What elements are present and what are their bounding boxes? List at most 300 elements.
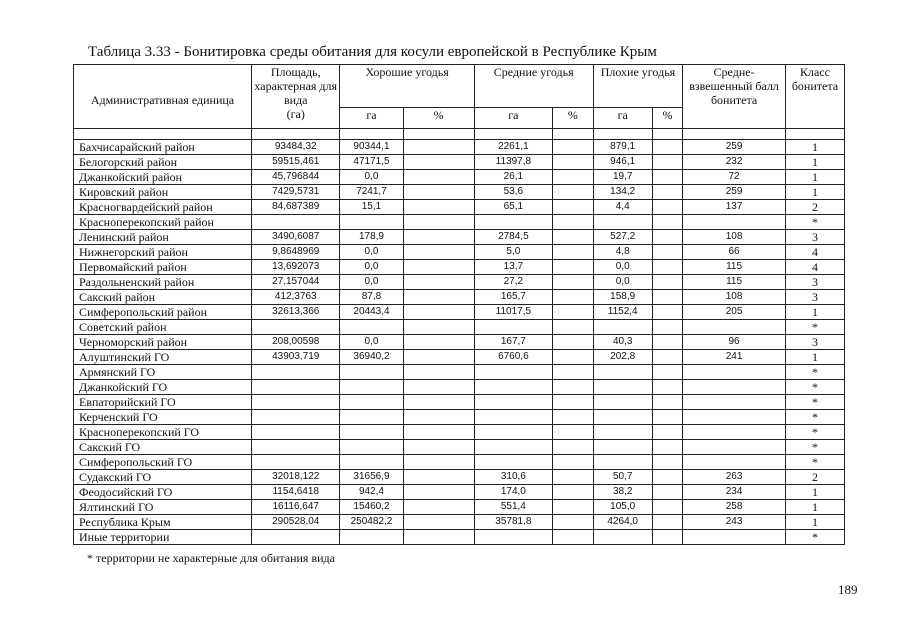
cell-good-ha: 36940,2 — [340, 350, 403, 365]
cell-medium-ha: 35781,8 — [474, 515, 552, 530]
cell-poor-pct — [652, 515, 683, 530]
cell-name: Первомайский район — [74, 260, 252, 275]
cell-good-ha — [340, 440, 403, 455]
cell-name: Сакский ГО — [74, 440, 252, 455]
cell-good-ha: 250482,2 — [340, 515, 403, 530]
cell-area: 45,796844 — [251, 170, 339, 185]
table-row — [74, 530, 845, 545]
cell-poor-pct — [652, 215, 683, 230]
cell-medium-pct — [553, 365, 594, 380]
cell-score: 259 — [683, 140, 786, 155]
cell-score — [683, 425, 786, 440]
cell-poor-pct — [652, 320, 683, 335]
cell-class: * — [785, 215, 844, 230]
cell-area: 1154,6418 — [251, 485, 339, 500]
header-area — [251, 65, 339, 129]
cell-name: Евпаторийский ГО — [74, 395, 252, 410]
cell-score — [683, 440, 786, 455]
cell-area — [251, 320, 339, 335]
table-row — [74, 305, 845, 320]
cell-medium-ha: 2261,1 — [474, 140, 552, 155]
header-weighted: Средне-взвешенный балл бонитета — [683, 65, 786, 129]
cell-medium-ha: 11397,8 — [474, 155, 552, 170]
cell-medium-ha: 165,7 — [474, 290, 552, 305]
cell-medium-pct — [553, 350, 594, 365]
cell-good-pct — [403, 275, 474, 290]
cell-area: 27,157044 — [251, 275, 339, 290]
cell-medium-ha — [474, 530, 552, 545]
cell-poor-ha: 50,7 — [593, 470, 652, 485]
cell-good-ha — [340, 395, 403, 410]
cell-class: * — [785, 410, 844, 425]
cell-area — [251, 530, 339, 545]
cell-good-ha — [340, 410, 403, 425]
cell-poor-pct — [652, 290, 683, 305]
cell-class: * — [785, 395, 844, 410]
cell-class: 1 — [785, 155, 844, 170]
cell-medium-pct — [553, 455, 594, 470]
cell-score — [683, 320, 786, 335]
cell-name: Бахчисарайский район — [74, 140, 252, 155]
cell-good-pct — [403, 500, 474, 515]
cell-area: 43903,719 — [251, 350, 339, 365]
cell-good-ha: 47171,5 — [340, 155, 403, 170]
cell-medium-pct — [553, 485, 594, 500]
cell-good-ha: 31656,9 — [340, 470, 403, 485]
cell-score: 263 — [683, 470, 786, 485]
cell-score: 234 — [683, 485, 786, 500]
cell-area — [251, 455, 339, 470]
cell-medium-pct — [553, 275, 594, 290]
cell-name: Советский район — [74, 320, 252, 335]
cell-medium-ha: 2784,5 — [474, 230, 552, 245]
cell-class: 2 — [785, 200, 844, 215]
cell-name: Керченский ГО — [74, 410, 252, 425]
cell-medium-ha — [474, 425, 552, 440]
cell-name: Армянский ГО — [74, 365, 252, 380]
cell-medium-ha: 6760,6 — [474, 350, 552, 365]
cell-medium-ha — [474, 365, 552, 380]
cell-good-pct — [403, 515, 474, 530]
cell-poor-ha: 202,8 — [593, 350, 652, 365]
table-row — [74, 320, 845, 335]
cell-medium-pct — [553, 530, 594, 545]
table-row — [74, 170, 845, 185]
cell-area — [251, 440, 339, 455]
cell-poor-ha — [593, 395, 652, 410]
cell-score: 96 — [683, 335, 786, 350]
cell-poor-pct — [652, 275, 683, 290]
cell-poor-pct — [652, 185, 683, 200]
cell-good-pct — [403, 245, 474, 260]
cell-poor-pct — [652, 470, 683, 485]
cell-score: 66 — [683, 245, 786, 260]
cell-medium-pct — [553, 200, 594, 215]
cell-poor-pct — [652, 245, 683, 260]
cell-medium-ha: 5,0 — [474, 245, 552, 260]
cell-medium-pct — [553, 395, 594, 410]
cell-poor-pct — [652, 140, 683, 155]
table-row — [74, 455, 845, 470]
cell-good-pct — [403, 530, 474, 545]
cell-good-pct — [403, 335, 474, 350]
cell-medium-ha — [474, 410, 552, 425]
cell-medium-ha — [474, 455, 552, 470]
cell-poor-ha: 4264,0 — [593, 515, 652, 530]
cell-poor-pct — [652, 440, 683, 455]
cell-medium-pct — [553, 470, 594, 485]
cell-good-pct — [403, 320, 474, 335]
header-poor-ha: га — [593, 108, 652, 129]
cell-good-pct — [403, 185, 474, 200]
cell-score — [683, 530, 786, 545]
cell-medium-ha: 174,0 — [474, 485, 552, 500]
cell-poor-pct — [652, 425, 683, 440]
table-row — [74, 470, 845, 485]
cell-poor-pct — [652, 200, 683, 215]
cell-medium-pct — [553, 440, 594, 455]
cell-poor-ha: 134,2 — [593, 185, 652, 200]
cell-good-ha: 90344,1 — [340, 140, 403, 155]
cell-good-pct — [403, 170, 474, 185]
cell-poor-ha: 40,3 — [593, 335, 652, 350]
cell-poor-ha: 4,8 — [593, 245, 652, 260]
table-row — [74, 410, 845, 425]
cell-poor-pct — [652, 155, 683, 170]
cell-class: * — [785, 320, 844, 335]
cell-area: 208,00598 — [251, 335, 339, 350]
table-row — [74, 350, 845, 365]
cell-medium-ha — [474, 320, 552, 335]
cell-good-ha — [340, 530, 403, 545]
cell-good-ha: 0,0 — [340, 245, 403, 260]
cell-medium-pct — [553, 515, 594, 530]
page-number: 189 — [838, 582, 858, 597]
cell-poor-ha: 4,4 — [593, 200, 652, 215]
cell-good-pct — [403, 395, 474, 410]
cell-name: Ялтинский ГО — [74, 500, 252, 515]
cell-class: 1 — [785, 350, 844, 365]
cell-area: 16116,647 — [251, 500, 339, 515]
header-poor: Плохие угодья — [593, 65, 683, 108]
cell-class: 1 — [785, 185, 844, 200]
cell-poor-pct — [652, 410, 683, 425]
cell-good-pct — [403, 305, 474, 320]
table-row — [74, 440, 845, 455]
cell-score: 205 — [683, 305, 786, 320]
cell-good-pct — [403, 380, 474, 395]
cell-poor-pct — [652, 170, 683, 185]
cell-class: 1 — [785, 500, 844, 515]
cell-class: * — [785, 440, 844, 455]
cell-poor-ha — [593, 425, 652, 440]
cell-good-pct — [403, 200, 474, 215]
cell-medium-pct — [553, 260, 594, 275]
header-poor-pct: % — [652, 108, 683, 129]
header-medium-pct: % — [553, 108, 594, 129]
cell-class: * — [785, 365, 844, 380]
cell-poor-ha — [593, 440, 652, 455]
cell-poor-ha: 38,2 — [593, 485, 652, 500]
cell-name: Алуштинский ГО — [74, 350, 252, 365]
cell-medium-ha: 53,6 — [474, 185, 552, 200]
cell-poor-ha: 0,0 — [593, 275, 652, 290]
cell-good-ha: 0,0 — [340, 335, 403, 350]
table-row — [74, 290, 845, 305]
cell-good-pct — [403, 260, 474, 275]
cell-good-ha — [340, 320, 403, 335]
cell-poor-ha: 19,7 — [593, 170, 652, 185]
cell-medium-pct — [553, 410, 594, 425]
table-row — [74, 230, 845, 245]
cell-medium-pct — [553, 140, 594, 155]
cell-good-ha — [340, 425, 403, 440]
cell-score: 258 — [683, 500, 786, 515]
cell-good-pct — [403, 350, 474, 365]
header-good: Хорошие угодья — [340, 65, 474, 108]
cell-class: 3 — [785, 230, 844, 245]
cell-name: Красногвардейский район — [74, 200, 252, 215]
cell-good-ha — [340, 455, 403, 470]
header-medium: Средние угодья — [474, 65, 593, 108]
cell-area: 59515,461 — [251, 155, 339, 170]
cell-score: 137 — [683, 200, 786, 215]
cell-good-ha: 7241,7 — [340, 185, 403, 200]
cell-class: 1 — [785, 140, 844, 155]
cell-name: Симферопольский район — [74, 305, 252, 320]
cell-medium-pct — [553, 245, 594, 260]
cell-medium-ha: 13,7 — [474, 260, 552, 275]
cell-good-pct — [403, 470, 474, 485]
cell-class: 1 — [785, 515, 844, 530]
cell-score: 72 — [683, 170, 786, 185]
cell-good-pct — [403, 140, 474, 155]
cell-class: 3 — [785, 290, 844, 305]
cell-area: 32018,122 — [251, 470, 339, 485]
cell-medium-pct — [553, 155, 594, 170]
cell-medium-ha: 11017,5 — [474, 305, 552, 320]
cell-name: Черноморский район — [74, 335, 252, 350]
cell-name: Раздольненский район — [74, 275, 252, 290]
cell-poor-ha: 158,9 — [593, 290, 652, 305]
cell-poor-ha: 1152,4 — [593, 305, 652, 320]
cell-poor-pct — [652, 455, 683, 470]
cell-area — [251, 380, 339, 395]
cell-good-ha — [340, 215, 403, 230]
cell-score: 241 — [683, 350, 786, 365]
cell-medium-ha: 310,6 — [474, 470, 552, 485]
table-row — [74, 185, 845, 200]
cell-poor-pct — [652, 500, 683, 515]
cell-poor-pct — [652, 305, 683, 320]
bonitet-table — [73, 64, 845, 545]
cell-area: 13,692073 — [251, 260, 339, 275]
cell-class: 3 — [785, 275, 844, 290]
cell-good-pct — [403, 440, 474, 455]
header-admin-unit: Административная единица — [74, 65, 252, 129]
cell-medium-pct — [553, 500, 594, 515]
cell-good-ha — [340, 365, 403, 380]
cell-area: 84,687389 — [251, 200, 339, 215]
cell-good-ha: 15460,2 — [340, 500, 403, 515]
cell-name: Кировский район — [74, 185, 252, 200]
cell-class: 1 — [785, 305, 844, 320]
cell-poor-ha: 946,1 — [593, 155, 652, 170]
table-row — [74, 365, 845, 380]
cell-good-ha: 87,8 — [340, 290, 403, 305]
cell-poor-pct — [652, 485, 683, 500]
cell-area — [251, 215, 339, 230]
header-class: Класс бонитета — [785, 65, 844, 129]
cell-area: 412,3763 — [251, 290, 339, 305]
cell-class: 2 — [785, 470, 844, 485]
cell-poor-ha: 879,1 — [593, 140, 652, 155]
cell-medium-ha — [474, 380, 552, 395]
cell-name: Красноперекопский район — [74, 215, 252, 230]
cell-name: Феодосийский ГО — [74, 485, 252, 500]
cell-poor-ha: 105,0 — [593, 500, 652, 515]
cell-poor-ha — [593, 320, 652, 335]
table-row — [74, 515, 845, 530]
cell-score — [683, 395, 786, 410]
cell-medium-ha: 551,4 — [474, 500, 552, 515]
cell-poor-ha — [593, 380, 652, 395]
cell-score: 108 — [683, 290, 786, 305]
cell-name: Нижнегорский район — [74, 245, 252, 260]
cell-class: * — [785, 455, 844, 470]
table-row — [74, 200, 845, 215]
cell-medium-ha: 65,1 — [474, 200, 552, 215]
cell-good-ha — [340, 380, 403, 395]
cell-medium-pct — [553, 305, 594, 320]
header-good-pct: % — [403, 108, 474, 129]
cell-medium-pct — [553, 380, 594, 395]
cell-good-pct — [403, 455, 474, 470]
cell-score: 243 — [683, 515, 786, 530]
cell-name: Красноперекопский ГО — [74, 425, 252, 440]
cell-area — [251, 365, 339, 380]
header-good-ha: га — [340, 108, 403, 129]
table-body — [74, 129, 845, 545]
table-row — [74, 395, 845, 410]
header-area-label: Площадь, характерная для вида — [254, 65, 338, 107]
cell-poor-pct — [652, 230, 683, 245]
cell-score: 108 — [683, 230, 786, 245]
table-title: Таблица 3.33 - Бонитировка среды обитания для косули европейской в Республике Крым — [88, 44, 657, 60]
cell-score: 115 — [683, 275, 786, 290]
cell-class: 4 — [785, 245, 844, 260]
cell-good-pct — [403, 290, 474, 305]
cell-good-ha: 20443,4 — [340, 305, 403, 320]
cell-name: Сакский район — [74, 290, 252, 305]
cell-good-pct — [403, 485, 474, 500]
cell-class: 4 — [785, 260, 844, 275]
cell-medium-ha — [474, 215, 552, 230]
cell-score: 115 — [683, 260, 786, 275]
cell-class: 3 — [785, 335, 844, 350]
cell-name: Джанкойский район — [74, 170, 252, 185]
cell-score: 259 — [683, 185, 786, 200]
cell-medium-ha: 27,2 — [474, 275, 552, 290]
cell-poor-ha — [593, 455, 652, 470]
cell-area: 3490,6087 — [251, 230, 339, 245]
cell-poor-pct — [652, 350, 683, 365]
cell-name: Ленинский район — [74, 230, 252, 245]
cell-poor-ha: 527,2 — [593, 230, 652, 245]
cell-score — [683, 455, 786, 470]
cell-score — [683, 215, 786, 230]
table-row — [74, 335, 845, 350]
cell-medium-pct — [553, 170, 594, 185]
cell-area: 93484,32 — [251, 140, 339, 155]
cell-score — [683, 380, 786, 395]
spacer-row — [74, 129, 845, 140]
header-area-unit: (га) — [286, 107, 305, 121]
cell-area: 9,8648969 — [251, 245, 339, 260]
cell-good-pct — [403, 410, 474, 425]
cell-medium-ha — [474, 395, 552, 410]
cell-good-pct — [403, 230, 474, 245]
cell-area — [251, 410, 339, 425]
cell-good-pct — [403, 215, 474, 230]
cell-poor-ha — [593, 215, 652, 230]
cell-good-ha: 15,1 — [340, 200, 403, 215]
table-row — [74, 155, 845, 170]
cell-area: 290528,04 — [251, 515, 339, 530]
cell-medium-ha — [474, 440, 552, 455]
table-row — [74, 485, 845, 500]
cell-score: 232 — [683, 155, 786, 170]
cell-score — [683, 365, 786, 380]
cell-class: 1 — [785, 485, 844, 500]
cell-name: Джанкойский ГО — [74, 380, 252, 395]
table-row — [74, 500, 845, 515]
table-row — [74, 380, 845, 395]
cell-good-pct — [403, 155, 474, 170]
cell-medium-pct — [553, 230, 594, 245]
table-row — [74, 215, 845, 230]
cell-medium-pct — [553, 425, 594, 440]
cell-medium-pct — [553, 215, 594, 230]
cell-good-ha: 178,9 — [340, 230, 403, 245]
table-row — [74, 245, 845, 260]
cell-medium-ha: 167,7 — [474, 335, 552, 350]
cell-class: 1 — [785, 170, 844, 185]
cell-area — [251, 395, 339, 410]
cell-class: * — [785, 380, 844, 395]
cell-poor-pct — [652, 260, 683, 275]
cell-good-ha: 0,0 — [340, 170, 403, 185]
cell-good-pct — [403, 365, 474, 380]
cell-name: Судакский ГО — [74, 470, 252, 485]
cell-medium-ha: 26,1 — [474, 170, 552, 185]
cell-name: Белогорский район — [74, 155, 252, 170]
cell-good-pct — [403, 425, 474, 440]
cell-name: Республика Крым — [74, 515, 252, 530]
table-row — [74, 140, 845, 155]
cell-good-ha: 0,0 — [340, 275, 403, 290]
cell-poor-pct — [652, 395, 683, 410]
header-medium-ha: га — [474, 108, 552, 129]
cell-poor-ha: 0,0 — [593, 260, 652, 275]
cell-poor-pct — [652, 530, 683, 545]
cell-name: Симферопольский ГО — [74, 455, 252, 470]
cell-poor-pct — [652, 365, 683, 380]
cell-area: 7429,5731 — [251, 185, 339, 200]
cell-poor-pct — [652, 380, 683, 395]
cell-good-ha: 0,0 — [340, 260, 403, 275]
cell-area: 32613,366 — [251, 305, 339, 320]
